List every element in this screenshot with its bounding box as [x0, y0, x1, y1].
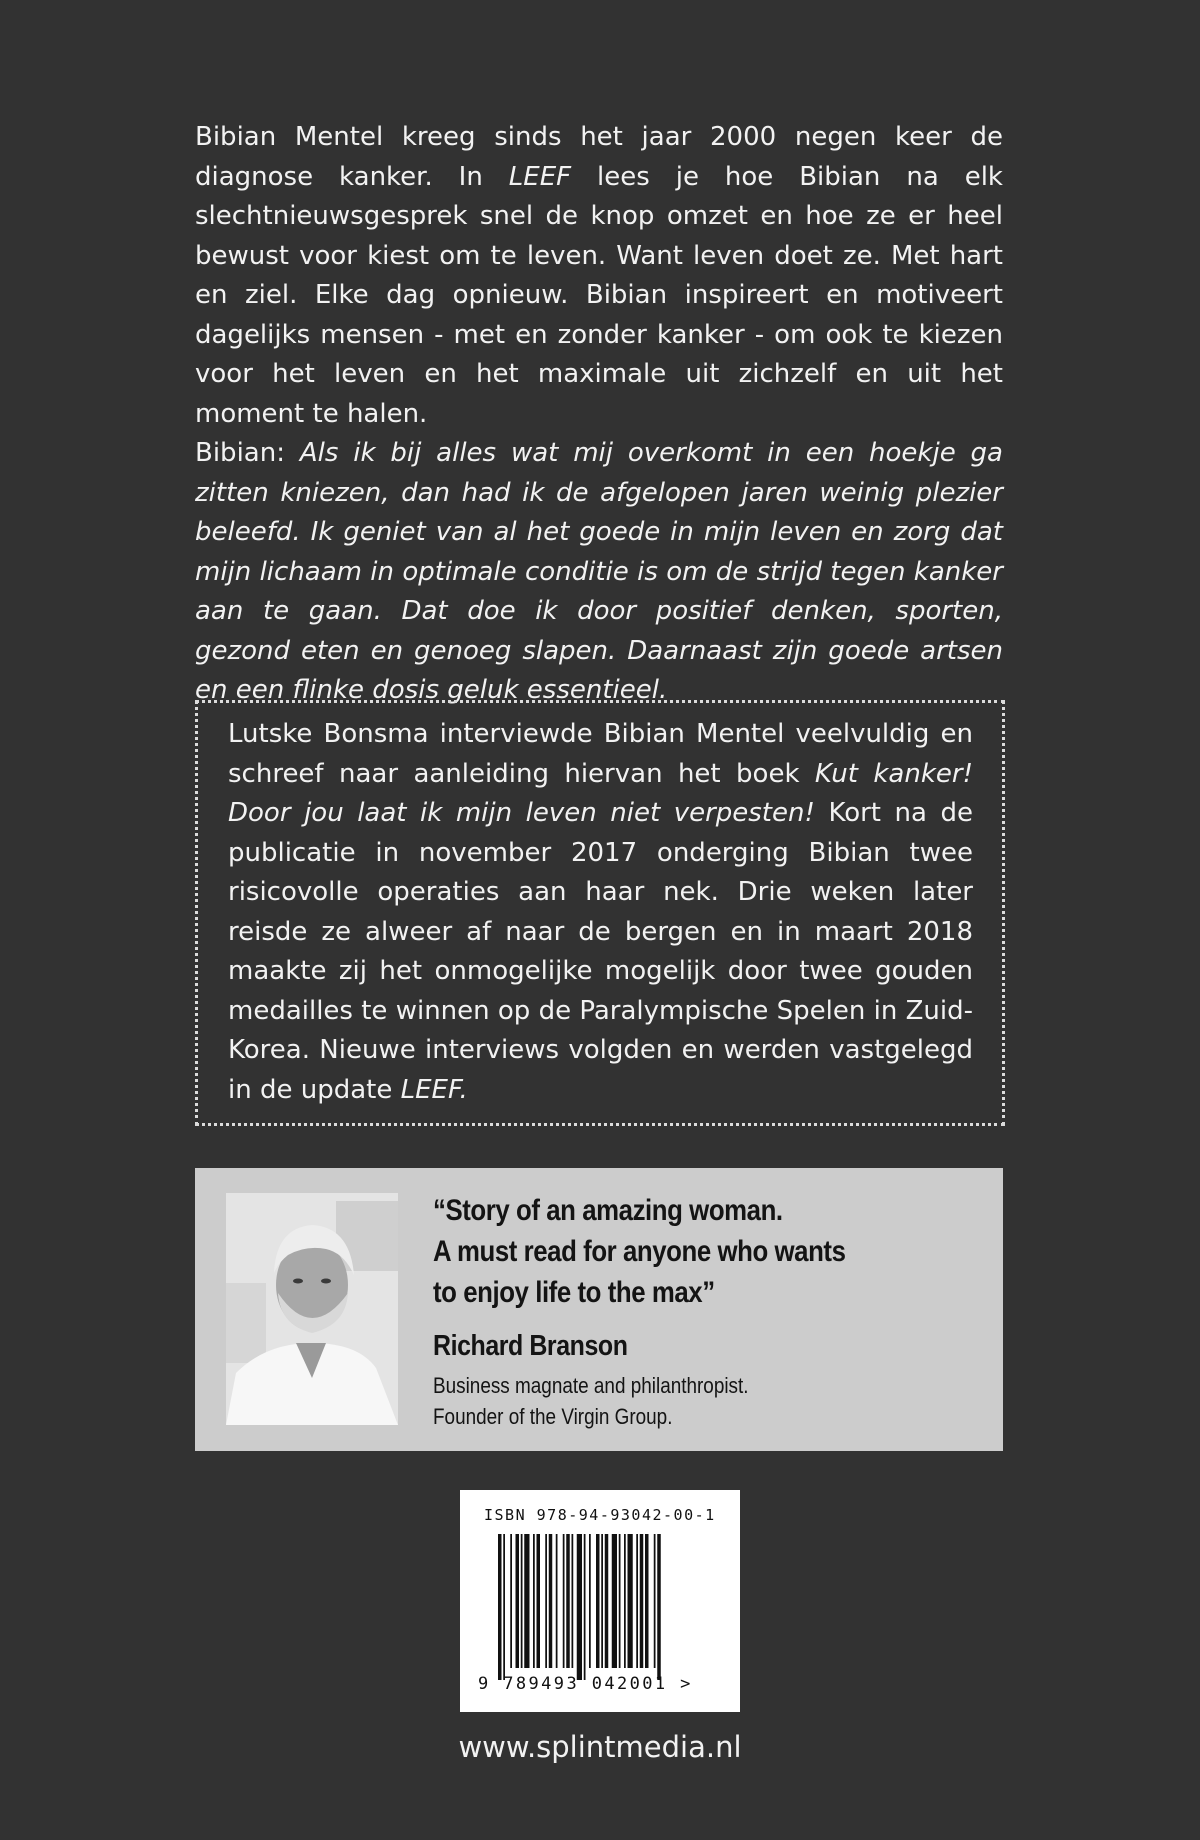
- barcode-bar: [624, 1534, 626, 1668]
- isbn-barcode: [460, 1490, 740, 1712]
- info-text-1: Lutske Bonsma interviewde Bibian Mentel veelvuldig en schreef naar aanleiding hiervan het boek: [228, 719, 973, 789]
- barcode-bar: [657, 1534, 661, 1680]
- barcode-bar: [619, 1534, 621, 1668]
- info-book-title: Kut kanker! Door jou laat ik mijn leven niet verpesten!: [228, 758, 973, 828]
- quote-line-1: “Story of an amazing woman.: [433, 1194, 783, 1227]
- portrait-illustration: [226, 1193, 398, 1425]
- barcode-bar: [516, 1534, 520, 1668]
- barcode-bar: [549, 1534, 553, 1668]
- barcode-bar: [589, 1534, 591, 1668]
- quote-line-3: to enjoy life to the max”: [433, 1276, 715, 1309]
- isbn-label: ISBN 978-94-93042-00-1: [484, 1506, 716, 1524]
- barcode-bar: [545, 1534, 547, 1668]
- barcode-bar: [596, 1534, 600, 1668]
- barcode-bar: [577, 1534, 582, 1680]
- barcode-bar: [498, 1534, 502, 1680]
- quote-paragraph: [195, 434, 1003, 711]
- endorser-role: [433, 1370, 749, 1432]
- barcode-bar: [645, 1534, 649, 1668]
- barcode-bar: [563, 1534, 565, 1668]
- barcode-bar: [533, 1534, 535, 1668]
- barcode-bar: [636, 1534, 638, 1668]
- endorser-name: Richard Branson: [433, 1330, 628, 1362]
- info-leef-title: LEEF.: [400, 1074, 468, 1105]
- role-line-2: Founder of the Virgin Group.: [433, 1404, 673, 1429]
- barcode-bar: [556, 1534, 558, 1668]
- endorsement-quote: [433, 1190, 915, 1313]
- barcode-bar: [605, 1534, 609, 1668]
- barcode-bar: [640, 1534, 644, 1668]
- publisher-website[interactable]: www.splintmedia.nl: [458, 1730, 742, 1764]
- barcode-bar: [654, 1534, 656, 1668]
- dotted-info-box: [195, 700, 1005, 1126]
- barcode-bar: [584, 1534, 586, 1680]
- intro-text-1: Bibian Mentel kreeg sinds het jaar 2000 negen keer de diagnose kanker. In: [195, 122, 1003, 192]
- barcode-bar: [572, 1534, 574, 1668]
- info-text-2: Kort na de publicatie in november 2017 onderging Bibian twee risicovolle operaties aan haar nek. Drie weken later reisde ze alweer af naar de bergen en in maart 2018 maakte zij het onmogelijke mogelijk door twee gouden medailles te winnen op de Paralympische Spelen in Zuid-Korea. Nieuwe interviews volgden en werden vastgelegd in de update: [228, 798, 973, 1105]
- quote-speaker: Bibian:: [195, 438, 300, 468]
- intro-paragraph: [195, 118, 1003, 434]
- richard-branson-photo: [226, 1193, 398, 1425]
- quote-text: Als ik bij alles wat mij overkomt in een hoekje ga zitten kniezen, dan had ik de afgelopen jaren weinig plezier beleefd. Ik geniet van al het goede in mijn leven en zorg dat mijn lichaam in optimale conditie is om de strijd tegen kanker aan te gaan. Dat doe ik door positief denken, sporten, gezond eten en genoeg slapen. Daarnaast zijn goede artsen en een flinke dosis geluk essentieel.: [195, 438, 1003, 705]
- role-line-1: Business magnate and philanthropist.: [433, 1373, 749, 1398]
- barcode-bar: [612, 1534, 617, 1668]
- info-paragraph: [228, 715, 973, 1110]
- quote-line-2: A must read for anyone who wants: [433, 1235, 846, 1268]
- barcode-bar: [601, 1534, 603, 1668]
- barcode-bars: [498, 1534, 708, 1680]
- barcode-bar: [503, 1534, 505, 1680]
- intro-book-title: LEEF: [508, 161, 572, 192]
- endorsement-panel: [195, 1168, 1003, 1451]
- barcode-bar: [628, 1534, 633, 1668]
- barcode-bar: [566, 1534, 570, 1668]
- intro-text-2: lees je hoe Bibian na elk slechtnieuwsgesprek snel de knop omzet en hoe ze er heel bewust voor kiest om te leven. Want leven doet ze. Met hart en ziel. Elke dag opnieuw. Bibian inspireert en motiveert dagelijks mensen - met en zonder kanker - om ook te kiezen voor het leven en het maximale uit zichzelf en uit het moment te halen.: [195, 161, 1003, 429]
- barcode-bar: [524, 1534, 529, 1668]
- barcode-bar: [510, 1534, 512, 1668]
- barcode-bar: [537, 1534, 541, 1668]
- barcode-digits: 9 789493 042001 >: [478, 1674, 693, 1694]
- barcode-bar: [521, 1534, 523, 1668]
